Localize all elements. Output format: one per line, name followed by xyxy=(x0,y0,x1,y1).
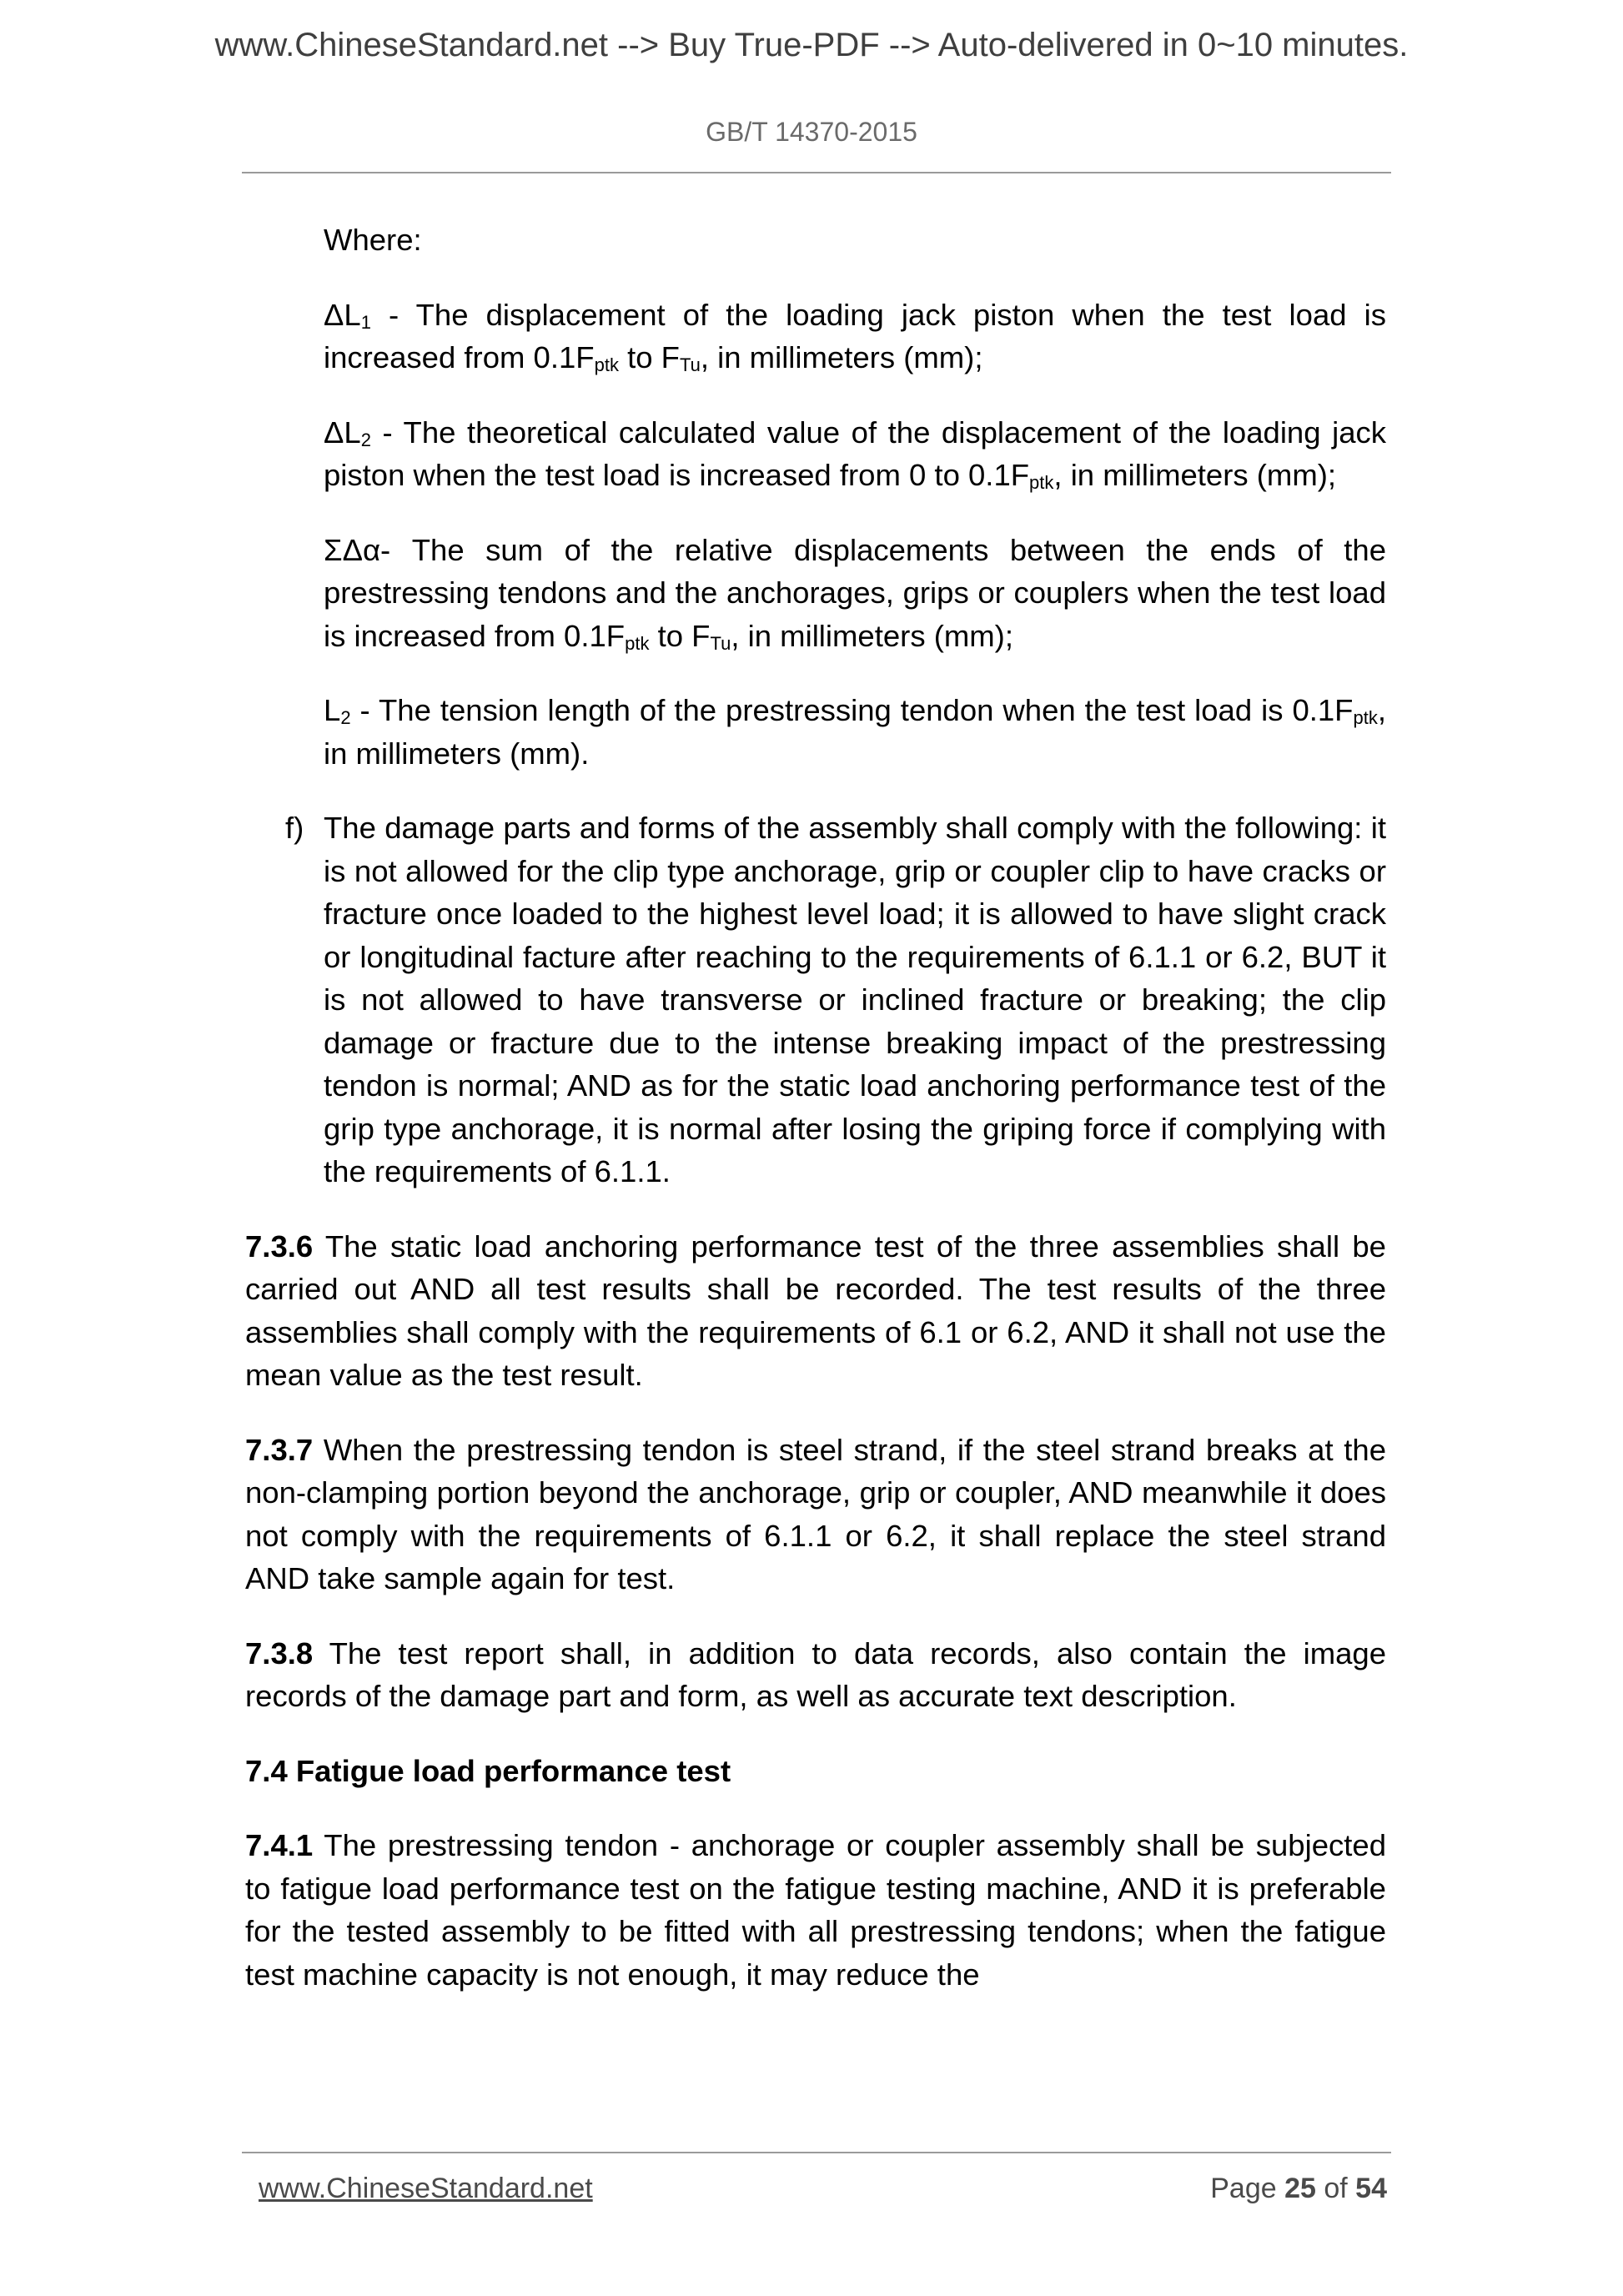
definition-text: - The theoretical calculated value of the displacement of the loading jack piston when the test load is increased from 0 to 0.1F xyxy=(324,414,1386,492)
symbol: L xyxy=(324,693,341,727)
standard-code: GB/T 14370-2015 xyxy=(706,117,917,147)
clause-number: 7.4.1 xyxy=(245,1828,314,1862)
symbol-subscript: 2 xyxy=(340,707,351,728)
definition-text: , in millimeters (mm); xyxy=(1053,458,1337,492)
definition-text: - The displacement of the loading jack piston when the test load is increased from 0.1F xyxy=(324,297,1386,374)
clause-number: 7.3.7 xyxy=(245,1432,314,1467)
clause-7-3-6 xyxy=(245,1225,1386,1397)
page-of: of xyxy=(1315,2173,1356,2204)
clause-text: The test report shall, in addition to data records, also contain the image records of the damage part and form, as well as accurate text description. xyxy=(245,1635,1386,1713)
definition-l2 xyxy=(324,689,1386,775)
definition-text: , in millimeters (mm). xyxy=(324,693,1386,771)
footer-divider xyxy=(242,2152,1391,2153)
list-item-f xyxy=(285,806,1386,1193)
definition-text: - The sum of the relative displacements between the ends of the prestressing tendons and the anchorages, grips or couplers when the test load is increased from 0.1F xyxy=(324,532,1386,653)
clause-text: The static load anchoring performance test of the three assemblies shall be carried out AND all test results shall be recorded. The test results of the three assemblies shall comply with the requirements of 6.1 or 6.2, AND it shall not use the mean value as the test result. xyxy=(245,1228,1386,1392)
definition-text: , in millimeters (mm); xyxy=(731,618,1013,653)
clause-text: The prestressing tendon - anchorage or coupler assembly shall be subjected to fatigue load performance test on the fatigue testing machine, AND it is preferable for the tested assembly to be fitted with all prestressing tendons; when the fatigue test machine capacity is not enough, it may reduce the xyxy=(245,1828,1386,1992)
clause-number: 7.3.8 xyxy=(245,1635,314,1671)
clause-7-3-8 xyxy=(245,1632,1386,1718)
subscript: Tu xyxy=(710,632,731,654)
clause-7-3-7 xyxy=(245,1429,1386,1600)
page-current: 25 xyxy=(1284,2173,1316,2204)
symbol-subscript: 1 xyxy=(360,311,371,333)
footer-website-link[interactable]: www.ChineseStandard.net xyxy=(259,2173,593,2204)
section-heading-text: 7.4 Fatigue load performance test xyxy=(245,1753,731,1788)
subscript: ptk xyxy=(594,354,619,375)
definition-delta-l1 xyxy=(324,294,1386,379)
definition-text: , in millimeters (mm); xyxy=(700,340,983,374)
definition-text: to F xyxy=(649,618,711,653)
clause-7-4-1 xyxy=(245,1824,1386,1996)
list-item-text: The damage parts and forms of the assembly shall comply with the following: it is not allowed for the clip type anchorage, grip or coupler clip to have cracks or fracture once loaded to the highest level load; it is allowed to have slight crack or longitudinal facture after reaching to the requirements of 6.1.1 or 6.2, BUT it is not allowed to have transverse or inclined fracture or breaking; the clip damage or fracture due to the intense breaking impact of the prestressing tendon is normal; AND as for the static load anchoring performance test of the grip type anchorage, it is normal after losing the griping force if complying with the requirements of 6.1.1. xyxy=(324,811,1386,1188)
where-label: Where: xyxy=(324,223,422,257)
page-total: 54 xyxy=(1355,2173,1387,2204)
clause-text: When the prestressing tendon is steel strand, if the steel strand breaks at the non-clamping portion beyond the anchorage, grip or coupler, AND meanwhile it does not comply with the requirements of 6.1.1 or 6.2, it shall replace the steel strand AND take sample again for test. xyxy=(245,1432,1386,1595)
symbol-subscript: 2 xyxy=(360,429,371,450)
header-banner: www.ChineseStandard.net --> Buy True-PDF --> Auto-delivered in 0~10 minutes. xyxy=(214,27,1409,63)
subscript: ptk xyxy=(1353,707,1378,728)
section-heading-7-4 xyxy=(245,1750,1386,1793)
page-indicator xyxy=(1210,2172,1387,2205)
document-body xyxy=(245,219,1386,1996)
definition-delta-l2 xyxy=(324,411,1386,497)
list-marker: f) xyxy=(285,811,304,845)
symbol: ΔL xyxy=(324,297,361,332)
clause-number: 7.3.6 xyxy=(245,1228,314,1264)
definition-sum-delta-alpha xyxy=(324,529,1386,658)
symbol: ΔL xyxy=(324,414,361,450)
definition-text: - The tension length of the prestressing tendon when the test load is 0.1F xyxy=(350,693,1354,727)
subscript: ptk xyxy=(1029,472,1054,493)
page-prefix: Page xyxy=(1210,2173,1285,2204)
subscript: Tu xyxy=(679,354,701,375)
definition-text: to F xyxy=(618,340,680,374)
subscript: ptk xyxy=(625,632,650,654)
header-divider xyxy=(242,172,1391,173)
symbol: ΣΔα xyxy=(324,532,381,567)
